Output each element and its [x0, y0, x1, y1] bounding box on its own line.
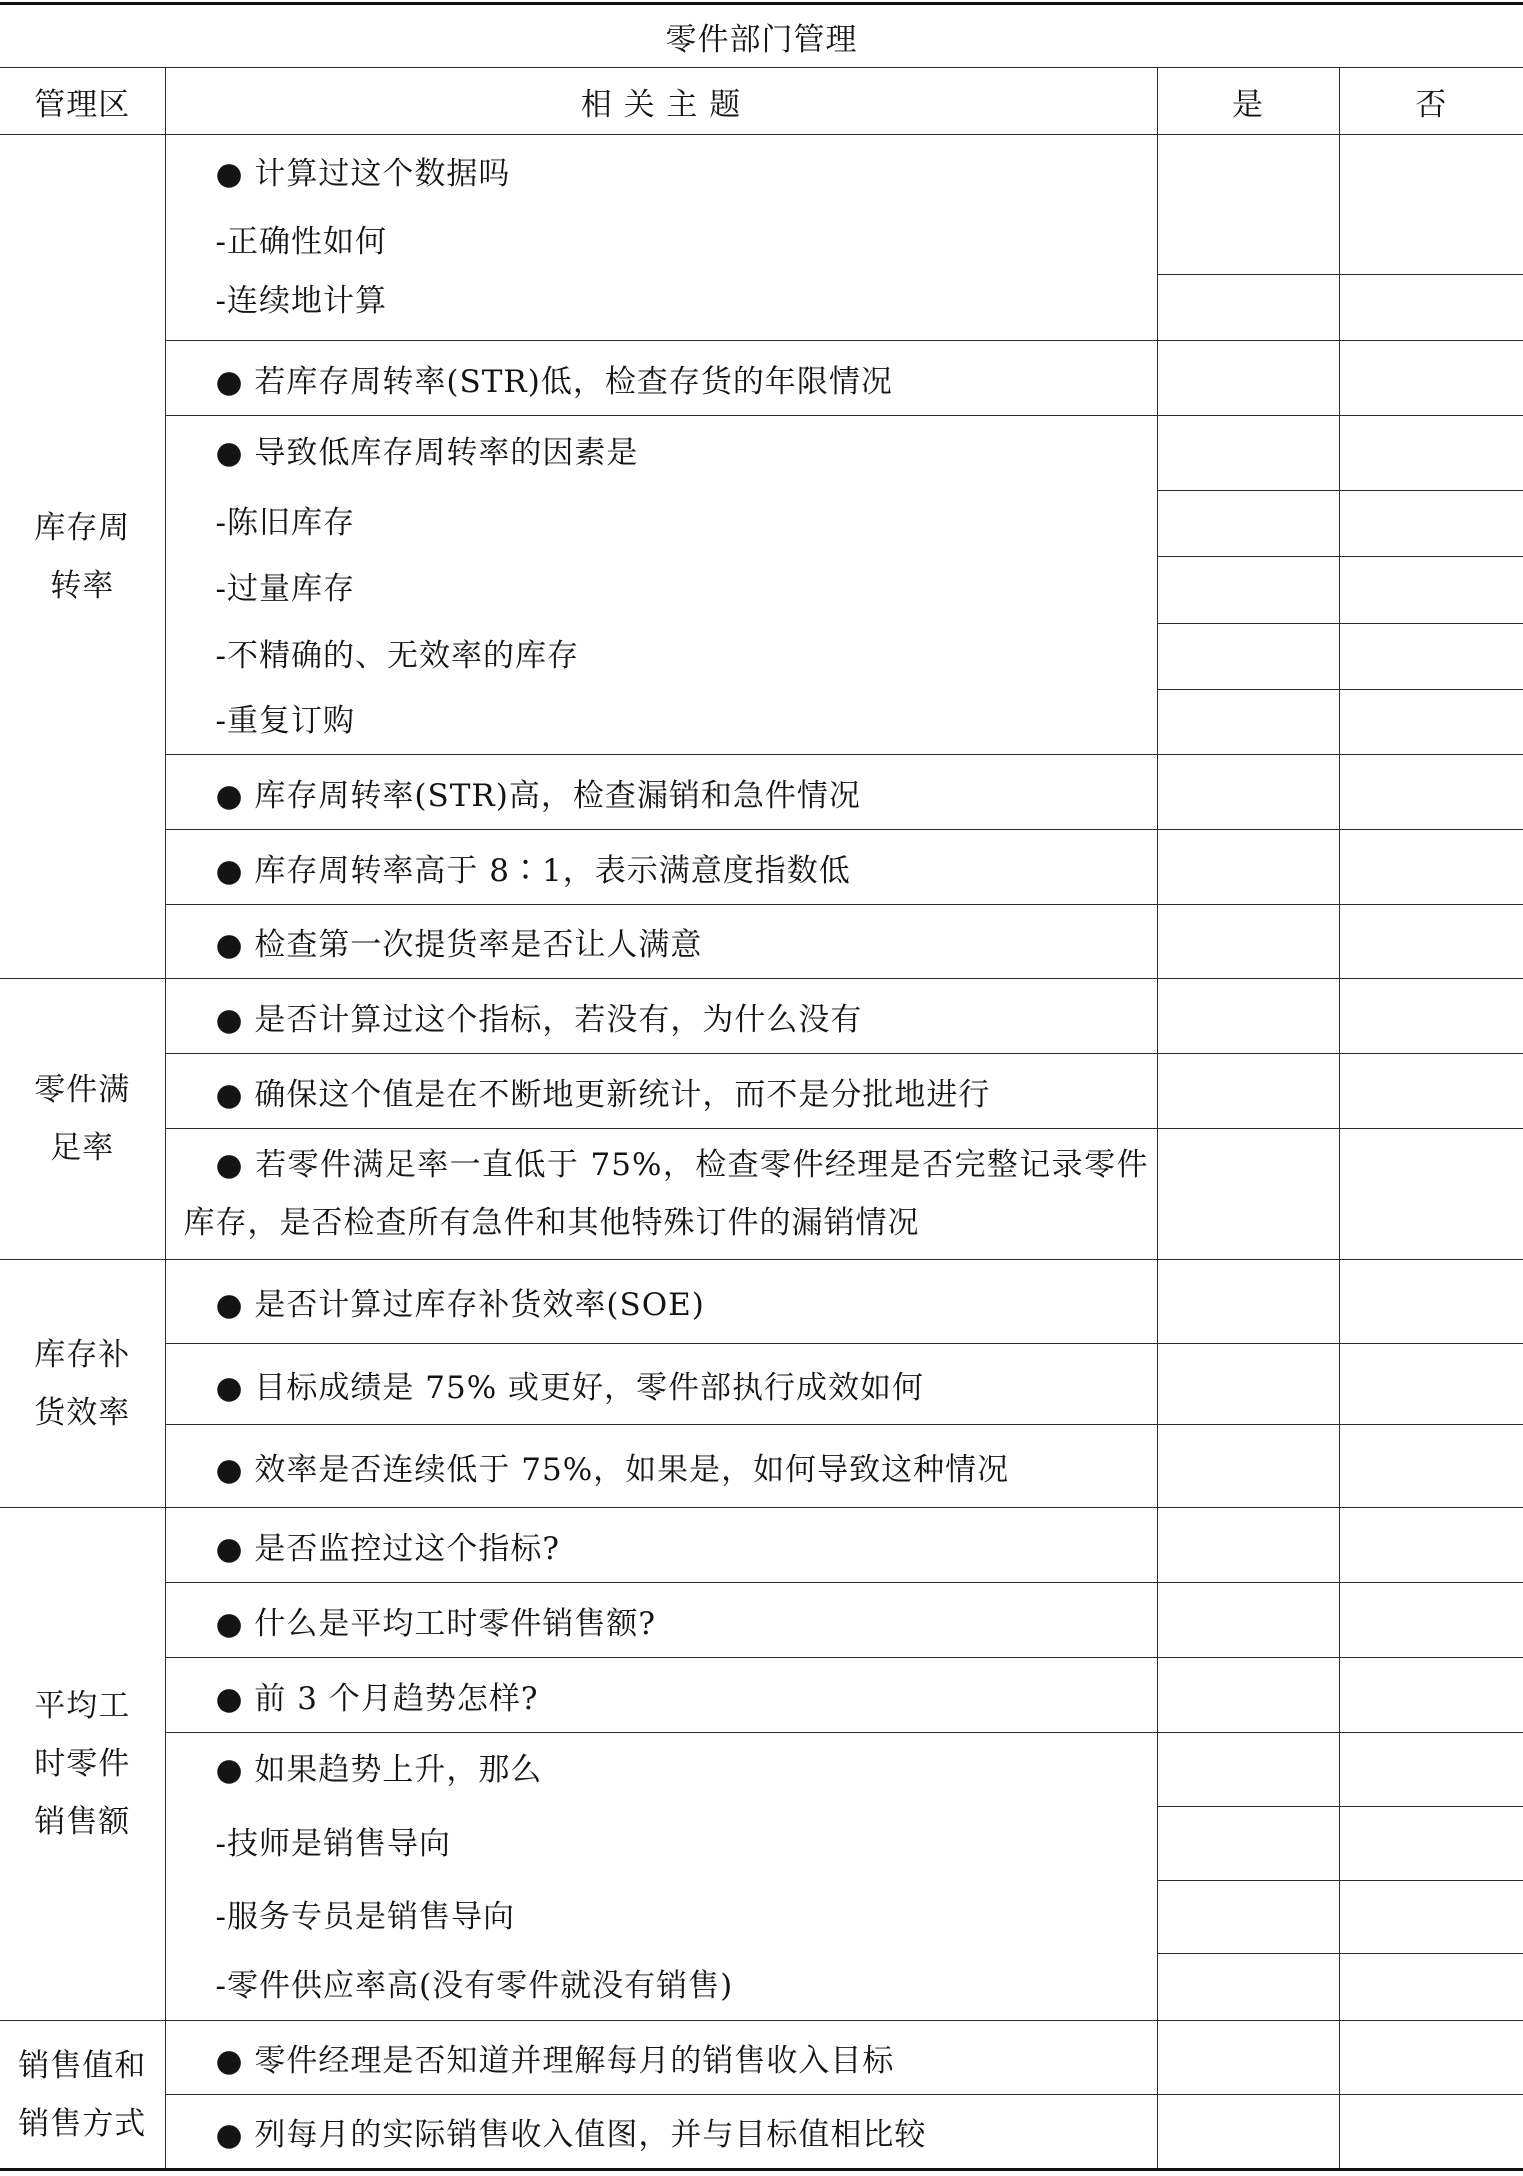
yes-cell — [1157, 2021, 1339, 2095]
yes-cell — [1157, 1344, 1339, 1425]
table-row — [0, 1583, 1523, 1658]
title-row — [0, 4, 1523, 68]
table-row — [0, 416, 1523, 491]
topic-cell — [165, 1583, 1157, 1658]
topic-cell — [165, 341, 1157, 416]
no-cell — [1339, 416, 1523, 491]
topic-line: ● 目标成绩是 75% 或更好，零件部执行成效如何 — [215, 1369, 925, 1406]
table-row — [0, 1054, 1523, 1129]
no-cell — [1339, 135, 1523, 275]
area-label: 库存补货效率 — [34, 1336, 131, 1431]
yes-cell — [1157, 755, 1339, 830]
no-cell — [1339, 1881, 1523, 1954]
topic-line: ● 导致低库存周转率的因素是 — [215, 435, 639, 471]
yes-cell — [1157, 1425, 1339, 1508]
yes-cell — [1157, 979, 1339, 1054]
topic-line: -过量库存 — [215, 571, 355, 607]
no-cell — [1339, 979, 1523, 1054]
table-row — [0, 135, 1523, 275]
header-area: 管理区 — [0, 68, 165, 135]
topic-line: ● 计算过这个数据吗 — [215, 156, 511, 192]
topic-cell — [165, 1260, 1157, 1344]
yes-cell — [1157, 1054, 1339, 1129]
yes-cell — [1157, 341, 1339, 416]
topic-line: ● 前 3 个月趋势怎样? — [215, 1680, 539, 1717]
no-cell — [1339, 1807, 1523, 1881]
topic-line: -重复订购 — [215, 703, 355, 739]
topic-line: -连续地计算 — [215, 283, 387, 319]
yes-cell — [1157, 135, 1339, 275]
checklist-table — [0, 2, 1523, 2171]
table-row — [0, 1733, 1523, 1807]
header-yes: 是 — [1157, 68, 1339, 135]
header-no: 否 — [1339, 68, 1523, 135]
table-row — [0, 1260, 1523, 1344]
topic-line: ● 是否计算过这个指标，若没有，为什么没有 — [215, 1001, 863, 1038]
no-cell — [1339, 690, 1523, 755]
no-cell — [1339, 755, 1523, 830]
table-row — [0, 2095, 1523, 2170]
no-cell — [1339, 1733, 1523, 1807]
yes-cell — [1157, 1129, 1339, 1260]
topic-cell — [165, 830, 1157, 905]
yes-cell — [1157, 624, 1339, 690]
yes-cell — [1157, 1954, 1339, 2021]
header-row — [0, 68, 1523, 135]
yes-cell — [1157, 416, 1339, 491]
topic-cell — [165, 2095, 1157, 2170]
topic-line: ● 效率是否连续低于 75%，如果是，如何导致这种情况 — [215, 1451, 1010, 1488]
no-cell — [1339, 1954, 1523, 2021]
no-cell — [1339, 1129, 1523, 1260]
topic-line: -正确性如何 — [215, 224, 387, 260]
yes-cell — [1157, 491, 1339, 557]
yes-cell — [1157, 1733, 1339, 1807]
table-row — [0, 1658, 1523, 1733]
topic-cell — [165, 755, 1157, 830]
table-row — [0, 979, 1523, 1054]
yes-cell — [1157, 905, 1339, 979]
header-topic: 相 关 主 题 — [165, 68, 1157, 135]
yes-cell — [1157, 1583, 1339, 1658]
topic-cell — [165, 1129, 1157, 1260]
area-label: 零件满足率 — [34, 1072, 131, 1166]
topic-line: ● 是否监控过这个指标? — [215, 1530, 561, 1567]
topic-cell — [165, 1508, 1157, 1583]
table-row — [0, 1129, 1523, 1260]
table-row — [0, 341, 1523, 416]
yes-cell — [1157, 1508, 1339, 1583]
yes-cell — [1157, 275, 1339, 341]
table-row — [0, 755, 1523, 830]
topic-cell — [165, 1658, 1157, 1733]
table-row — [0, 1425, 1523, 1508]
topic-cell — [165, 1425, 1157, 1508]
topic-line: ● 列每月的实际销售收入值图，并与目标值相比较 — [215, 2117, 927, 2153]
topic-line: ● 库存周转率(STR)高，检查漏销和急件情况 — [215, 777, 861, 814]
topic-line: ● 什么是平均工时零件销售额? — [215, 1605, 657, 1642]
no-cell — [1339, 1054, 1523, 1129]
topic-line: ● 是否计算过库存补货效率(SOE) — [215, 1287, 705, 1323]
topic-cell — [165, 416, 1157, 755]
area-cell — [0, 979, 165, 1260]
topic-cell — [165, 1733, 1157, 2021]
topic-cell — [165, 135, 1157, 341]
yes-cell — [1157, 690, 1339, 755]
table-row — [0, 905, 1523, 979]
area-cell — [0, 1508, 165, 2021]
yes-cell — [1157, 830, 1339, 905]
no-cell — [1339, 2095, 1523, 2170]
no-cell — [1339, 1658, 1523, 1733]
area-label: 销售值和销售方式 — [18, 2047, 147, 2142]
table-row — [0, 830, 1523, 905]
topic-cell — [165, 979, 1157, 1054]
topic-cell — [165, 1054, 1157, 1129]
topic-line: -技师是销售导向 — [215, 1826, 451, 1862]
topic-line: -不精确的、无效率的库存 — [215, 638, 579, 674]
no-cell — [1339, 905, 1523, 979]
topic-line: -零件供应率高(没有零件就没有销售) — [215, 1968, 734, 2004]
no-cell — [1339, 557, 1523, 624]
table-row — [0, 1344, 1523, 1425]
no-cell — [1339, 2021, 1523, 2095]
topic-line: ● 如果趋势上升，那么 — [215, 1752, 543, 1788]
topic-line: -陈旧库存 — [215, 505, 355, 541]
topic-line: ● 检查第一次提货率是否让人满意 — [215, 927, 703, 963]
topic-cell — [165, 2021, 1157, 2095]
yes-cell — [1157, 1658, 1339, 1733]
topic-line: ● 确保这个值是在不断地更新统计，而不是分批地进行 — [215, 1076, 991, 1113]
yes-cell — [1157, 2095, 1339, 2170]
no-cell — [1339, 1583, 1523, 1658]
no-cell — [1339, 341, 1523, 416]
table-row — [0, 2021, 1523, 2095]
topic-line: ● 零件经理是否知道并理解每月的销售收入目标 — [215, 2043, 895, 2079]
no-cell — [1339, 830, 1523, 905]
area-cell — [0, 1260, 165, 1508]
table-row — [0, 1508, 1523, 1583]
no-cell — [1339, 1425, 1523, 1508]
area-label: 平均工时零件销售额 — [34, 1688, 131, 1840]
topic-line: -服务专员是销售导向 — [215, 1899, 515, 1935]
area-cell — [0, 135, 165, 979]
no-cell — [1339, 491, 1523, 557]
yes-cell — [1157, 1881, 1339, 1954]
topic-line: ● 若库存周转率(STR)低，检查存货的年限情况 — [215, 363, 893, 400]
table-title: 零件部门管理 — [0, 4, 1523, 68]
topic-line: ● 库存周转率高于 8∶1，表示满意度指数低 — [215, 852, 851, 889]
no-cell — [1339, 1508, 1523, 1583]
yes-cell — [1157, 557, 1339, 624]
area-cell — [0, 2021, 165, 2170]
yes-cell — [1157, 1260, 1339, 1344]
yes-cell — [1157, 1807, 1339, 1881]
no-cell — [1339, 1260, 1523, 1344]
topic-paragraph: ● 若零件满足率一直低于 75%，检查零件经理是否完整记录零件库存，是否检查所有急件和其他特殊订件的漏销情况 — [183, 1147, 1149, 1241]
no-cell — [1339, 275, 1523, 341]
no-cell — [1339, 624, 1523, 690]
topic-cell — [165, 905, 1157, 979]
no-cell — [1339, 1344, 1523, 1425]
topic-cell — [165, 1344, 1157, 1425]
area-label: 库存周转率 — [34, 509, 131, 604]
